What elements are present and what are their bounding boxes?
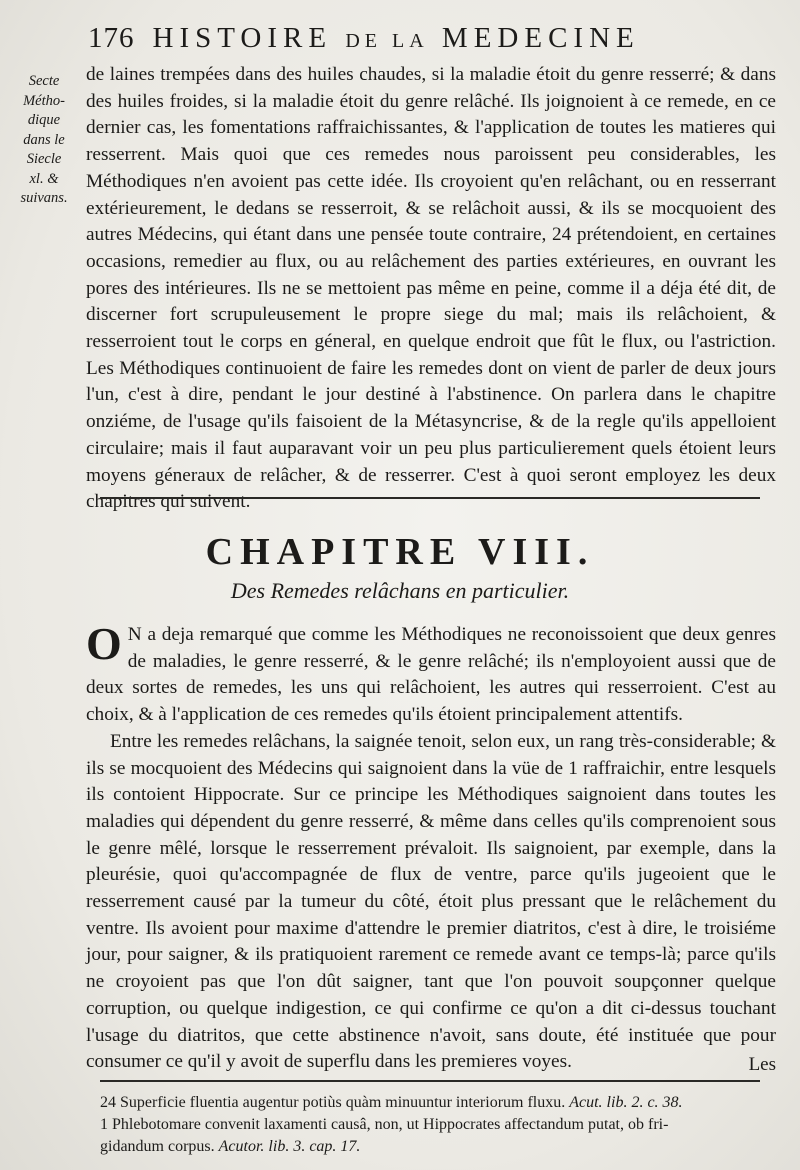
footnote-1-text: gidandum corpus. xyxy=(100,1138,215,1155)
footnote-24-citation: Acut. lib. 2. c. 38. xyxy=(569,1094,683,1111)
section-divider xyxy=(100,497,760,499)
catchword: Les xyxy=(748,1054,776,1075)
footnotes xyxy=(100,1092,790,1158)
margin-note-line: suivans. xyxy=(20,190,68,206)
margin-note-line: dans le xyxy=(23,131,65,148)
drop-cap: O xyxy=(86,618,122,669)
running-header xyxy=(88,22,770,62)
footnote-1-continued xyxy=(100,1136,790,1158)
footnote-1-citation: Acutor. lib. 3. cap. 17. xyxy=(218,1138,361,1155)
page-number: 176 xyxy=(88,22,135,54)
chapter-subtitle: Des Remedes relâchans en particulier. xyxy=(230,578,570,603)
body-paragraph: Entre les remedes relâchans, la saignée tenoit, selon eux, un rang très-considerable; & ils se mocquoient des Médecins qui saignoient dans la vüe de 1 raffraichir, entre lesquels ils contoient Hippocrate. Sur ce principe les Méthodiques saignoient dans toutes les maladies qui dépendent du genre resserré, & même dans celles qu'ils comprenoient sous le genre mêlé, lorsque le resserrement prévaloit. Ils saignoient, par exemple, dans la pleurésie, quoi qu'accompagnée de flux de ventre, parce qu'ils jugeoient que le resserrement causé par la tumeur du côté, étoit plus pressant que le relâchement du ventre. Ils avoient pour maxime d'attendre le premier diatritos, c'est à dire, le troisiéme jour, pour saigner, & ils pratiquoient rarement ce remede avant ce temps-là; parce qu'ils ne croyoient pas que l'on dût saigner, tant que l'on pouvoit soupçonner quelque corruption, ou quelque indigestion, ce qui confirme ce qu'on a dit ci-dessus touchant l'usage du diatritos, que cette abstinence n'avoit, sans doute, été instituée que pour consumer ce qu'il y avoit de superflu dans les premieres voyes. xyxy=(86,730,776,1073)
running-title-part2: MEDECINE xyxy=(441,22,640,54)
opening-paragraph xyxy=(86,618,776,729)
chapter-title: CHAPITRE VIII. xyxy=(205,531,595,573)
margin-note-line: dique xyxy=(27,112,61,128)
margin-note-line: xl. & xyxy=(29,170,59,187)
running-title-part1: HISTOIRE xyxy=(152,22,333,54)
body-text-section1 xyxy=(86,62,776,516)
margin-note xyxy=(10,72,78,209)
footnote-divider xyxy=(100,1080,760,1082)
running-title-small: DE LA xyxy=(345,30,429,52)
opening-paragraph-text: N a deja remarqué que comme les Méthodiques ne reconoissoient que deux genres de maladies, le genre resserré, & le genre relâché; ils n'employoient aussi que de deux sortes de remedes, les uns qui relâchoient, les autres qui resserroient. C'est au choix, & à l'application de ces remedes qu'ils étoient principalement attentifs. xyxy=(86,624,776,726)
body-text-section2 xyxy=(86,618,776,1076)
footnote-24 xyxy=(100,1092,790,1114)
margin-note-line: Métho- xyxy=(23,92,65,109)
body-paragraph: de laines trempées dans des huiles chaudes, si la maladie étoit du genre resserré; & dans des huiles froides, si la maladie étoit du genre relâché. Ils joignoient à ce remede, en ce dernier cas, les fomentations raffraichissantes, & l'application de toutes les matieres qui resserrent. Mais quoi que ces remedes nous paroissent peu considerables, les Méthodiques n'en avoient pas cette idée. Ils croyoient qu'en relâchant, ou en resserrant extérieurement, le dedans se resserroit, & se relâchoit aussi, & ils se mocquoient des autres Médecins, qui étant dans une pensée toute contraire, 24 prétendoient, en certaines occasions, remedier au flux, ou au relâchement des parties extérieures, en ouvrant les pores des intérieures. Ils ne se mettoient pas même en peine, comme il a déja été dit, de discerner fort scrupuleusement le propre siege du mal; mais ils relâchoient, & resserroient tout le corps en géneral, en quelque endroit que fût le flux, ou l'astriction. Les Méthodiques continuoient de faire les remedes dont on vient de parler de deux jours l'un, c'est à dire, pendant le jour destiné à l'abstinence. On parlera dans le chapitre onziéme, de l'usage qu'ils faisoient de la Métasyncrise, & de la regle qu'ils appelloient circulaire; mais il faut auparavant voir un peu plus particulierement quels étoient leurs moyens géneraux de relâcher, & de resserrer. C'est à quoi seront employez les deux chapitres qui suivent. xyxy=(86,64,776,513)
margin-note-line: Secte xyxy=(28,73,60,89)
footnote-24-text: 24 Superficie fluentia augentur potiùs quàm minuuntur interiorum fluxu. xyxy=(100,1094,566,1111)
running-title xyxy=(153,22,640,55)
margin-note-line: Siecle xyxy=(26,151,62,167)
footnote-1: 1 Phlebotomare convenit laxamenti causâ, non, ut Hippocrates affectandum putat, ob fri- xyxy=(100,1116,669,1133)
